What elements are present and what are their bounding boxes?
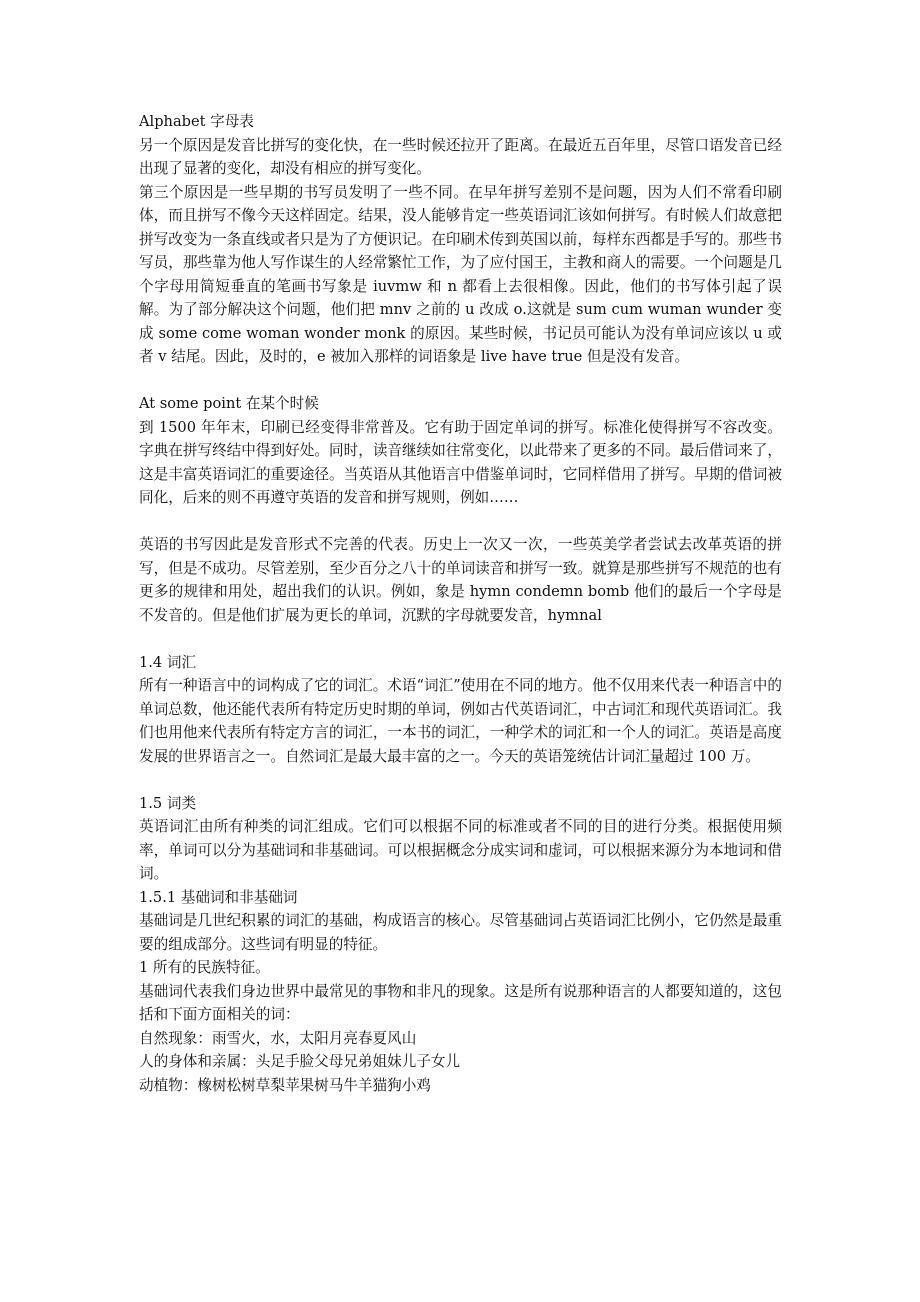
paragraph-vocabulary: 所有一种语言中的词构成了它的词汇。术语“词汇”使用在不同的地方。他不仅用来代表一种语言中的单词总数，他还能代表所有特定历史时期的单词，例如古代英语词汇，中古词汇和现代英语词汇。我们也用他来代表所有特定方言的词汇，一本书的词汇，一种学术的词汇和一个人的词汇。英语是高度发展的世界语言之一。自然词汇是最大最丰富的之一。今天的英语笼统估计词汇量超过 100 万。 xyxy=(139,677,782,765)
paragraph-word-classes: 英语词汇由所有种类的词汇组成。它们可以根据不同的标准或者不同的目的进行分类。根据使用频率，单词可以分为基础词和非基础词。可以根据概念分成实词和虚词，可以根据来源分为本地词和借词。 xyxy=(139,818,782,882)
paragraph-basic-words: 基础词是几世纪积累的词汇的基础，构成语言的核心。尽管基础词占英语词汇比例小，它仍然是最重要的组成部分。这些词有明显的特征。 xyxy=(139,912,782,953)
heading-word-classes: 1.5 词类 xyxy=(139,794,197,812)
list-item-natural-phenomena: 自然现象：雨雪火，水，太阳月亮春夏风山 xyxy=(139,1029,417,1047)
paragraph-scribes: 第三个原因是一些早期的书写员发明了一些不同。在早年拼写差别不是问题，因为人们不常看印刷体，而且拼写不像今天这样固定。结果，没人能够肯定一些英语词汇该如何拼写。有时候人们故意把拼写改变为一条直线或者只是为了方便识记。在印刷术传到英国以前，每样东西都是手写的。那些书写员，那些靠为他人写作谋生的人经常繁忙工作，为了应付国王，主教和商人的需要。一个问题是几个字母用简短垂直的笔画书写象是 iuvmw 和 n 都看上去很相像。因此，他们的书写体引起了误解。为了部分解决这个问题，他们把 mnv 之前的 u 改成 o.这就是 sum cum wuman wunder 变成 some come woman wonder monk 的原因。某些时候，书记员可能认为没有单词应该以 u 或者 v 结尾。因此，及时的，e 被加入那样的词语象是 live have true 但是没有发音。 xyxy=(139,183,782,365)
paragraph-printing: 到 1500 年年末，印刷已经变得非常普及。它有助于固定单词的拼写。标准化使得拼写不容改变。字典在拼写终结中得到好处。同时，读音继续如往常变化，以此带来了更多的不同。最后借词来了，这是丰富英语词汇的重要途径。当英语从其他语言中借鉴单词时，它同样借用了拼写。早期的借词被同化，后来的则不再遵守英语的发音和拼写规则，例如…… xyxy=(139,418,782,506)
blank-line xyxy=(139,369,782,393)
paragraph-spelling-reform: 英语的书写因此是发音形式不完善的代表。历史上一次又一次，一些英美学者尝试去改革英语的拼写，但是不成功。尽管差别，至少百分之八十的单词读音和拼写一致。就算是那些拼写不规范的也有更多的规律和用处，超出我们的认识。例如，象是 hymn condemn bomb 他们的最后一个字母是不发音的。但是他们扩展为更长的单词，沉默的字母就要发音，hymnal xyxy=(139,536,782,624)
blank-line xyxy=(139,510,782,534)
heading-at-some-point: At some point 在某个时候 xyxy=(139,395,319,412)
paragraph-pronunciation-change: 另一个原因是发音比拼写的变化快，在一些时候还拉开了距离。在最近五百年里，尽管口语发音已经出现了显著的变化，却没有相应的拼写变化。 xyxy=(139,136,782,177)
blank-line xyxy=(139,768,782,792)
list-item-plants-and-animals: 动植物：橡树松树草梨苹果树马牛羊猫狗小鸡 xyxy=(139,1076,431,1094)
heading-national-character: 1 所有的民族特征。 xyxy=(139,959,270,976)
heading-alphabet: Alphabet 字母表 xyxy=(139,113,254,130)
heading-vocabulary: 1.4 词汇 xyxy=(139,653,197,671)
paragraph-common-things: 基础词代表我们身边世界中最常见的事物和非凡的现象。这是所有说那种语言的人都要知道的，这包括和下面方面相关的词： xyxy=(139,982,782,1023)
list-item-body-and-relatives: 人的身体和亲属：头足手脸父母兄弟姐妹儿子女儿 xyxy=(139,1053,461,1070)
blank-line xyxy=(139,627,782,651)
heading-basic-words: 1.5.1 基础词和非基础词 xyxy=(139,888,298,906)
document-page xyxy=(139,110,782,1097)
